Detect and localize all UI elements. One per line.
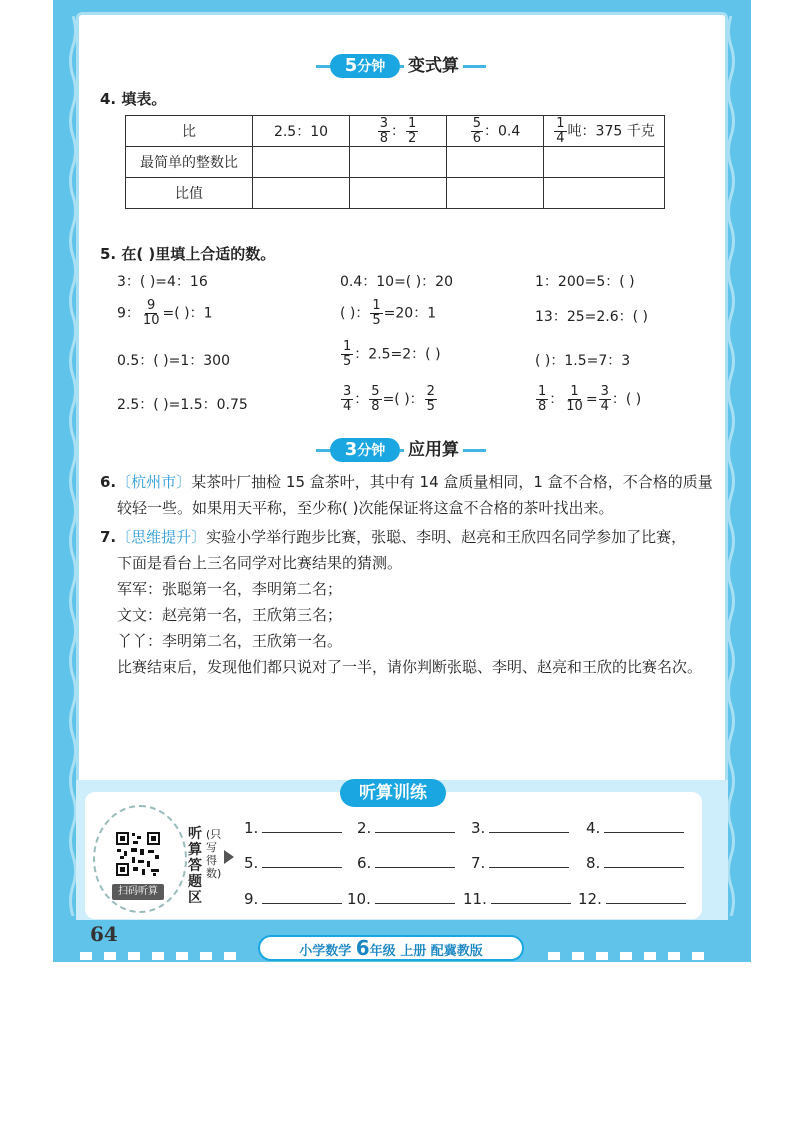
numerator: 5 <box>371 384 380 399</box>
numerator: 1 <box>343 339 352 354</box>
denominator: 6 <box>472 130 481 146</box>
fraction <box>471 117 483 146</box>
denominator: 8 <box>371 399 380 414</box>
answer-cell[interactable] <box>447 178 544 209</box>
item-number: 11. <box>463 890 487 908</box>
grade-unit: 年级 <box>369 944 396 959</box>
equation[interactable]: 0.5：( )=1：300 <box>117 353 230 369</box>
qr-code-icon[interactable] <box>115 831 161 877</box>
fraction <box>341 385 353 414</box>
denominator: 10 <box>142 313 160 328</box>
time-badge <box>330 54 400 78</box>
answer-blank[interactable] <box>489 817 569 833</box>
table-row-label: 最简单的整数比 <box>126 147 253 178</box>
equation[interactable]: 2.5：( )=1.5：0.75 <box>117 397 248 413</box>
answer-item[interactable] <box>586 852 684 872</box>
numerator: 3 <box>600 384 609 399</box>
question-7-line: 军军：张聪第一名，李明第二名； <box>117 580 343 598</box>
numerator: 2 <box>426 384 435 399</box>
footer-stripe <box>692 952 704 960</box>
table-cell: 2.5：10 <box>253 116 350 147</box>
answer-blank[interactable] <box>606 888 686 904</box>
footer-stripe <box>104 952 116 960</box>
source-tag: 〔杭州市〕 <box>116 473 192 491</box>
equation[interactable]: 13：25=2.6：( ) <box>535 309 648 325</box>
footer-stripe <box>128 952 140 960</box>
badge-number: 5 <box>344 55 358 76</box>
source-tag: 〔思维提升〕 <box>116 528 207 546</box>
eq-part: = <box>585 391 598 408</box>
answer-cell[interactable] <box>253 178 350 209</box>
item-number: 6. <box>357 854 372 872</box>
question-text: 某茶叶厂抽检 15 盒茶叶，其中有 14 盒质量相同，1 盒不合格，不合格的质量 <box>191 473 713 491</box>
denominator: 2 <box>408 130 417 146</box>
equation[interactable]: 1：200=5：( ) <box>535 274 635 290</box>
listening-title: 听算训练 <box>340 779 446 807</box>
book-info-pill <box>258 935 524 961</box>
page-number: 64 <box>90 922 118 946</box>
question-4-label: 4. 填表。 <box>100 90 167 108</box>
denominator: 4 <box>343 399 352 414</box>
footer-stripe <box>176 952 188 960</box>
badge-unit: 分钟 <box>357 443 386 459</box>
answer-area-note: (只写得数) <box>206 828 222 880</box>
footer-stripe <box>668 952 680 960</box>
fraction <box>564 385 585 414</box>
question-6-line-2: 较轻一些。如果用天平称，至少称( )次能保证将这盒不合格的茶叶找出来。 <box>117 499 614 517</box>
item-number: 8. <box>586 854 601 872</box>
answer-cell[interactable] <box>253 147 350 178</box>
question-7-line: 丫丫：李明第二名，王欣第一名。 <box>117 632 343 650</box>
denominator: 8 <box>379 130 388 146</box>
footer-stripe <box>152 952 164 960</box>
answer-item[interactable] <box>244 817 342 837</box>
ratio-table <box>125 115 665 209</box>
answer-item[interactable] <box>244 888 342 908</box>
answer-blank[interactable] <box>491 888 571 904</box>
fraction <box>554 117 566 146</box>
answer-item[interactable] <box>463 888 571 908</box>
badge-number: 3 <box>344 439 358 460</box>
eq-part: ：( ) <box>611 391 642 408</box>
table-cell <box>447 116 544 147</box>
answer-blank[interactable] <box>375 888 455 904</box>
numerator: 3 <box>379 115 388 131</box>
fraction <box>425 385 437 414</box>
footer-stripe <box>596 952 608 960</box>
question-7-line: 下面是看台上三名同学对比赛结果的猜测。 <box>117 554 403 572</box>
answer-blank[interactable] <box>262 852 342 868</box>
numerator: 5 <box>472 115 481 131</box>
item-number: 5. <box>244 854 259 872</box>
answer-item[interactable] <box>244 852 342 872</box>
item-number: 9. <box>244 890 259 908</box>
answer-cell[interactable] <box>350 178 447 209</box>
time-badge <box>330 438 400 462</box>
item-number: 2. <box>357 819 372 837</box>
answer-item[interactable] <box>578 888 686 908</box>
section-header-2 <box>316 438 486 462</box>
equation[interactable]: 3：( )=4：16 <box>117 274 208 290</box>
fraction <box>406 117 418 146</box>
footer-stripe <box>80 952 92 960</box>
answer-cell[interactable] <box>350 147 447 178</box>
eq-part: ( )： <box>340 305 370 322</box>
item-number: 7. <box>471 854 486 872</box>
eq-part: 9： <box>117 305 140 322</box>
grade-number: 6 <box>355 936 370 960</box>
answer-blank[interactable] <box>604 817 684 833</box>
answer-item[interactable] <box>357 817 455 837</box>
equation[interactable] <box>340 299 436 328</box>
answer-item[interactable] <box>357 852 455 872</box>
numerator: 9 <box>147 298 156 313</box>
footer-stripe <box>548 952 560 960</box>
denominator: 4 <box>600 399 609 414</box>
answer-item[interactable] <box>471 817 569 837</box>
section-title: 应用算 <box>404 438 463 462</box>
table-cell <box>350 116 447 147</box>
eq-part: ：2.5=2：( ) <box>354 346 441 363</box>
footer-stripe <box>224 952 236 960</box>
answer-blank[interactable] <box>604 852 684 868</box>
denominator: 5 <box>343 354 352 369</box>
footer-stripe <box>200 952 212 960</box>
fraction <box>378 117 390 146</box>
eq-part: =( )：1 <box>162 305 213 322</box>
answer-blank[interactable] <box>262 888 342 904</box>
numerator: 1 <box>538 384 547 399</box>
numerator: 1 <box>556 115 565 131</box>
footer-stripe <box>620 952 632 960</box>
denominator: 10 <box>566 399 583 414</box>
section-header-1 <box>316 54 486 78</box>
edition-label: 配冀教版 <box>430 944 483 959</box>
footer-stripe <box>572 952 584 960</box>
question-text: 实验小学举行跑步比赛，张聪、李明、赵亮和王欣四名同学参加了比赛， <box>206 528 687 546</box>
question-7 <box>100 524 686 550</box>
question-7-line: 比赛结束后，发现他们都只说对了一半，请你判断张聪、李明、赵亮和王欣的比赛名次。 <box>117 658 703 676</box>
equation[interactable] <box>340 340 441 369</box>
answer-blank[interactable] <box>375 852 455 868</box>
question-7-line: 文文：赵亮第一名，王欣第三名； <box>117 606 343 624</box>
item-number: 12. <box>578 890 602 908</box>
subject-label: 小学数学 <box>299 944 352 959</box>
section-title: 变式算 <box>404 54 463 78</box>
cell-text: ：0.4 <box>484 123 521 139</box>
item-number: 1. <box>244 819 259 837</box>
fraction <box>370 299 382 328</box>
answer-area-label: 听算答题区 <box>188 826 202 906</box>
fraction <box>599 385 611 414</box>
equation[interactable]: ( )：1.5=7：3 <box>535 353 631 369</box>
equation[interactable] <box>535 385 641 414</box>
question-number: 7. <box>100 528 117 546</box>
answer-blank[interactable] <box>262 817 342 833</box>
fraction <box>141 299 162 328</box>
answer-blank[interactable] <box>489 852 569 868</box>
equation[interactable]: 0.4：10=( )：20 <box>340 274 453 290</box>
badge-unit: 分钟 <box>357 59 386 75</box>
answer-cell[interactable] <box>544 178 665 209</box>
eq-part: =20：1 <box>383 305 437 322</box>
answer-blank[interactable] <box>375 817 455 833</box>
table-cell <box>544 116 665 147</box>
denominator: 5 <box>372 313 381 328</box>
numerator: 1 <box>570 384 579 399</box>
item-number: 4. <box>586 819 601 837</box>
answer-cell[interactable] <box>544 147 665 178</box>
footer-stripe <box>644 952 656 960</box>
question-5-label: 5. 在( )里填上合适的数。 <box>100 245 276 263</box>
eq-part: ： <box>354 391 369 408</box>
cell-text: 吨：375 千克 <box>567 123 655 139</box>
table-header-ratio: 比 <box>126 116 253 147</box>
answer-cell[interactable] <box>447 147 544 178</box>
numerator: 3 <box>343 384 352 399</box>
answer-item[interactable] <box>347 888 455 908</box>
denominator: 5 <box>426 399 435 414</box>
fraction <box>341 340 353 369</box>
fraction <box>369 385 381 414</box>
question-number: 6. <box>100 473 117 491</box>
item-number: 3. <box>471 819 486 837</box>
scan-caption: 扫码听算 <box>112 884 164 900</box>
equation[interactable] <box>117 299 212 328</box>
play-arrow-icon <box>224 850 234 864</box>
ratio-sign: ： <box>391 123 405 139</box>
answer-item[interactable] <box>586 817 684 837</box>
fraction <box>536 385 548 414</box>
denominator: 8 <box>538 399 547 414</box>
eq-part: =( )： <box>382 391 424 408</box>
answer-item[interactable] <box>471 852 569 872</box>
eq-part: ： <box>549 391 564 408</box>
term-label: 上册 <box>400 944 427 959</box>
item-number: 10. <box>347 890 371 908</box>
denominator: 4 <box>556 130 565 146</box>
numerator: 1 <box>372 298 381 313</box>
numerator: 1 <box>408 115 417 131</box>
table-row-label: 比值 <box>126 178 253 209</box>
question-6 <box>100 469 713 495</box>
equation[interactable] <box>340 385 438 414</box>
